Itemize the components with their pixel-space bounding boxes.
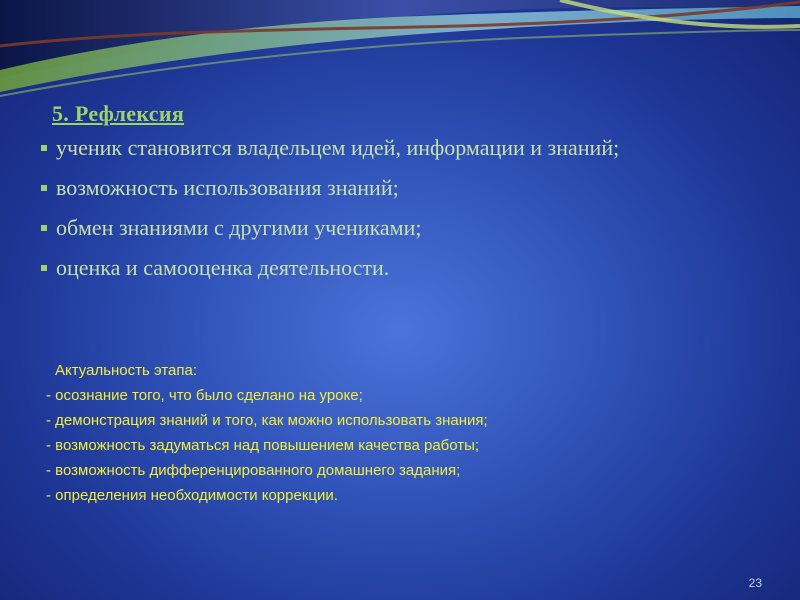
bullet-text: ученик становится владельцем идей, информации и знаний;	[56, 135, 620, 160]
bullet-text: возможность использования знаний;	[56, 175, 399, 200]
bullet-list	[38, 133, 718, 293]
page-number: 23	[748, 576, 762, 590]
bullet-item	[38, 253, 718, 283]
relevance-block	[42, 358, 742, 508]
square-bullet-icon	[41, 225, 47, 231]
slide-heading: 5. Рефлексия	[52, 101, 185, 126]
relevance-title: Актуальность этапа:	[55, 362, 197, 379]
bullet-text: оценка и самооценка деятельности.	[56, 255, 390, 280]
decorative-waves	[0, 0, 800, 110]
relevance-item: - определения необходимости коррекции.	[46, 487, 338, 504]
relevance-item: - возможность задуматься над повышением качества работы;	[46, 437, 480, 454]
relevance-item: - возможность дифференцированного домашнего задания;	[46, 462, 461, 479]
relevance-item: - демонстрация знаний и того, как можно использовать знания;	[46, 412, 488, 429]
bullet-text: обмен знаниями с другими учениками;	[56, 215, 422, 240]
bullet-item	[38, 133, 718, 163]
bullet-item	[38, 213, 718, 243]
square-bullet-icon	[41, 145, 47, 151]
relevance-item: - осознание того, что было сделано на уроке;	[46, 387, 363, 404]
square-bullet-icon	[41, 265, 47, 271]
bullet-item	[38, 173, 718, 203]
square-bullet-icon	[41, 185, 47, 191]
